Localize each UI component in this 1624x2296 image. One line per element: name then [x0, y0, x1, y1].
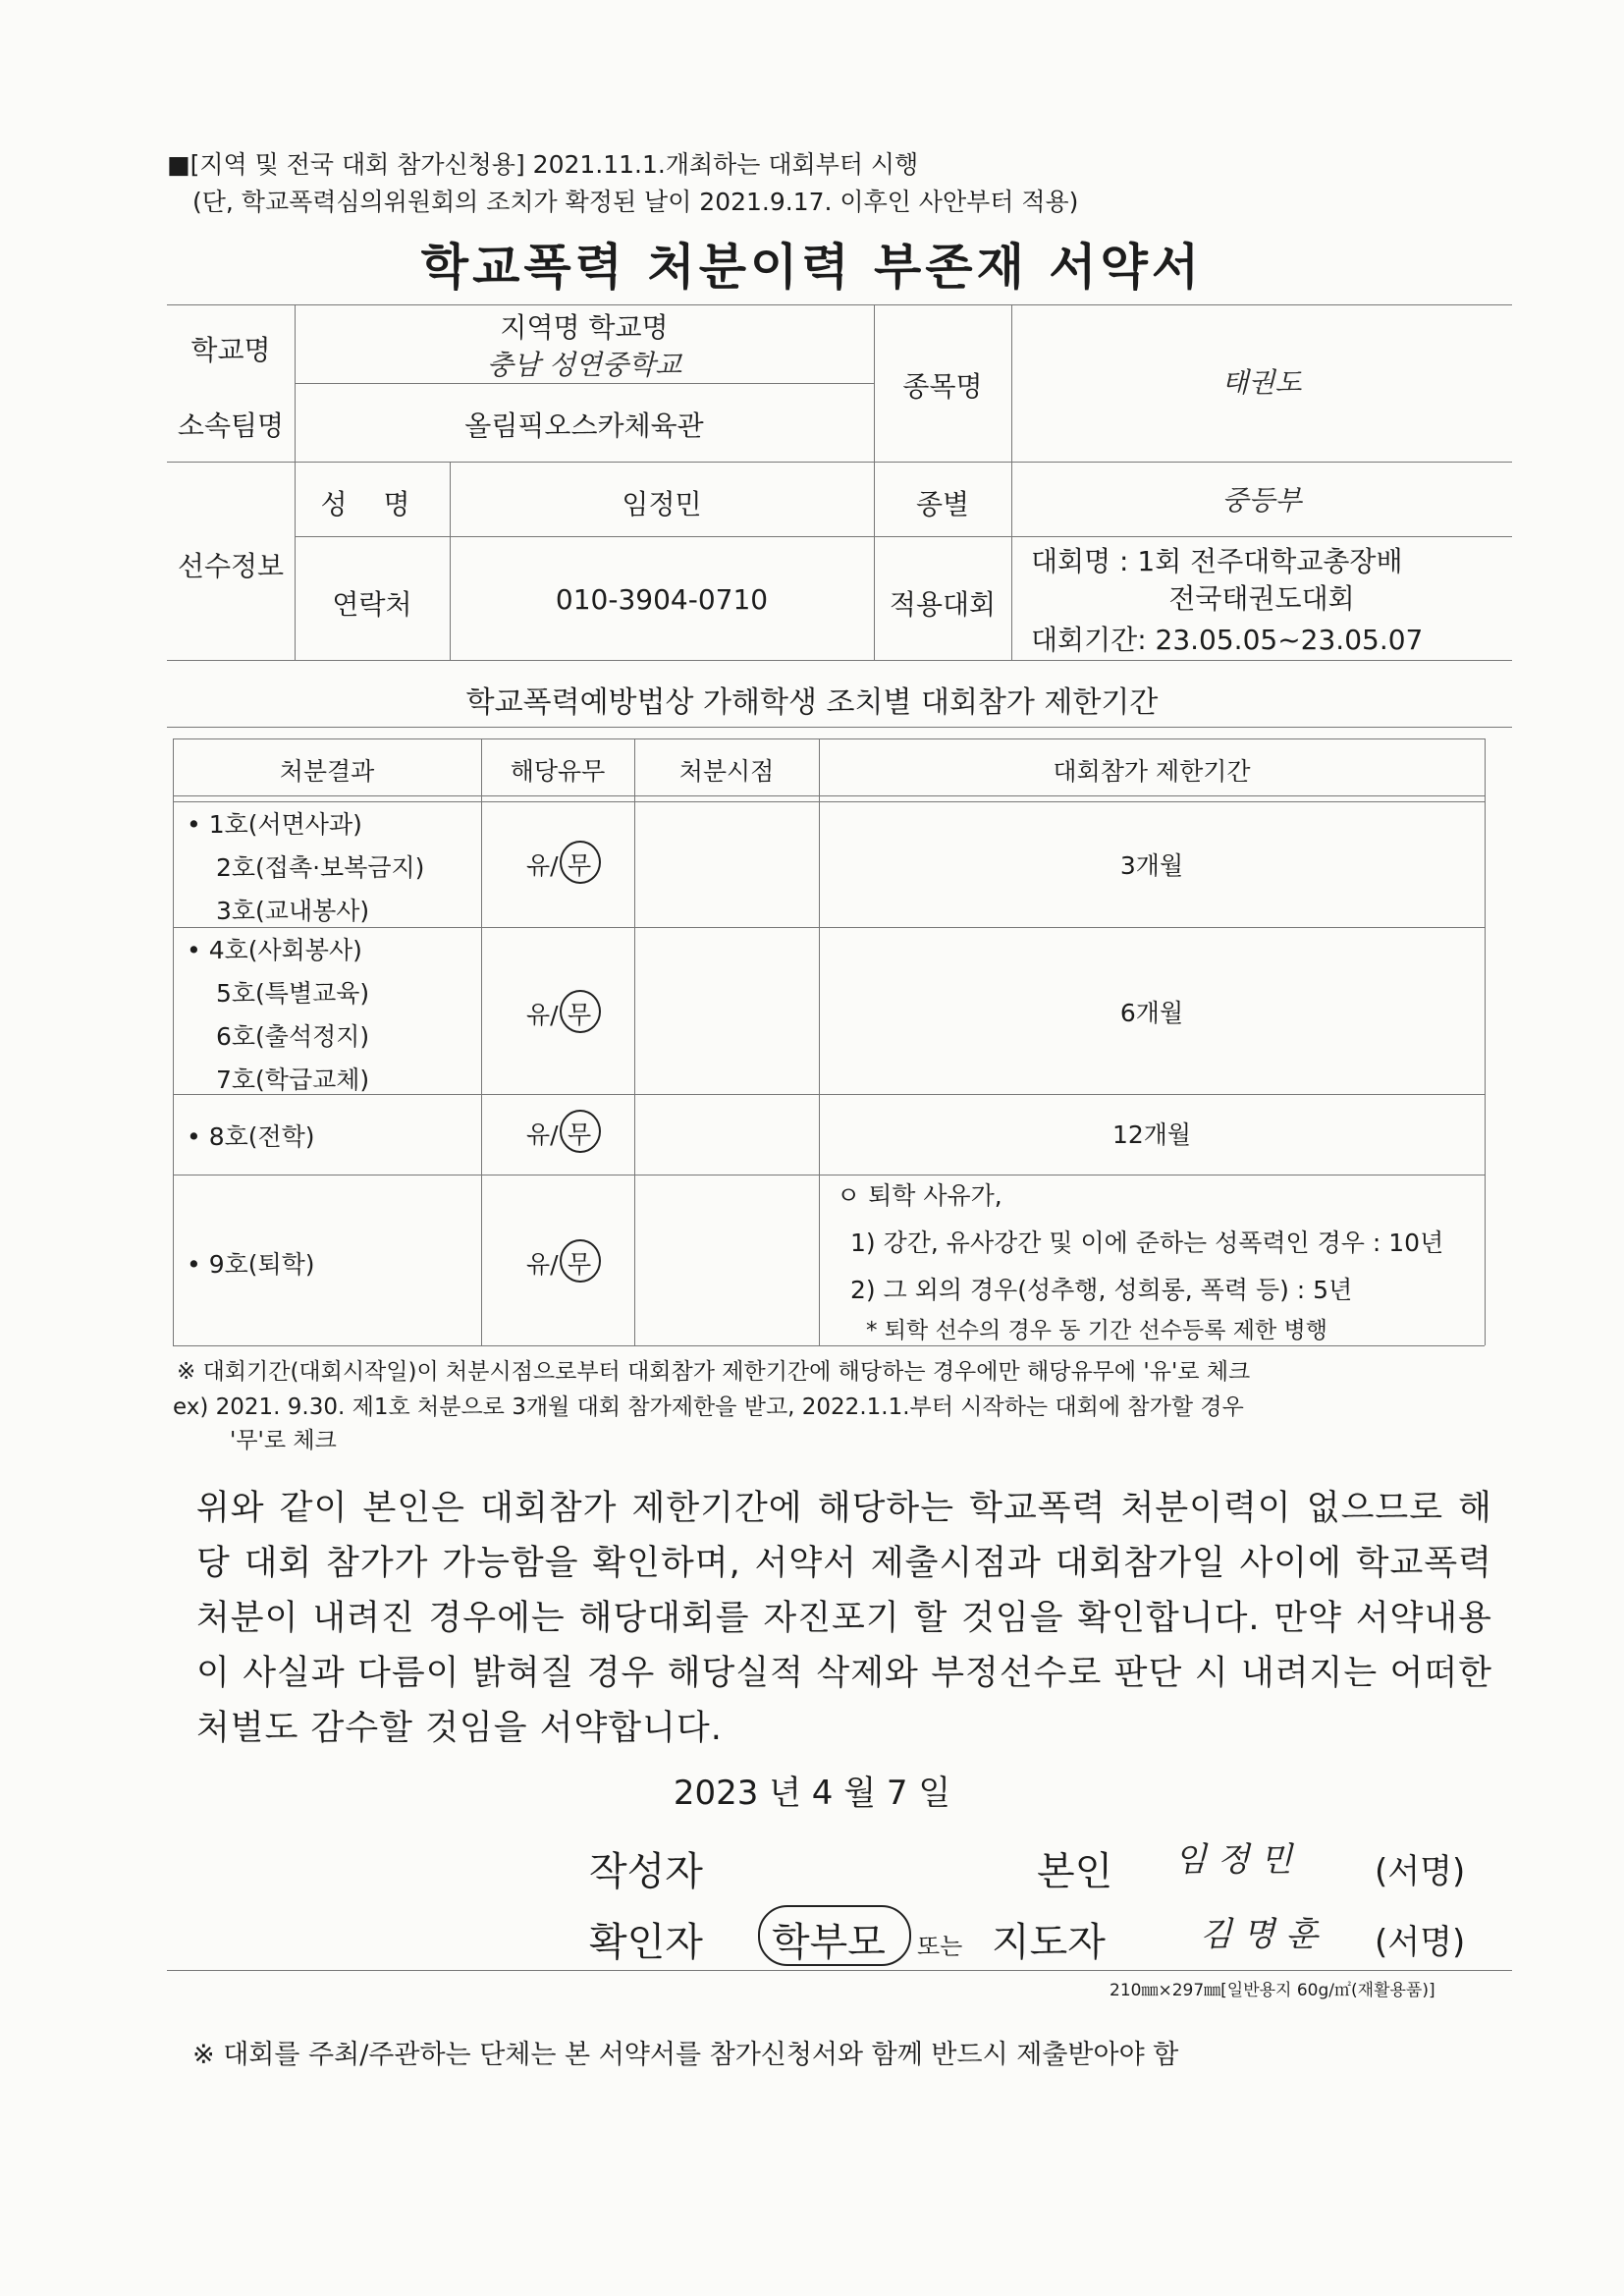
bottom-note: ※ 대회를 주최/주관하는 단체는 본 서약서를 참가신청서와 함께 반드시 제출받아야 함 [192, 2040, 1179, 2070]
team-value: 올림픽오스카체육관 [464, 410, 704, 442]
name-label: 성 명 [320, 488, 424, 520]
row2-item-1: • 4호(사회봉사) [187, 936, 362, 964]
contact-label: 연락처 [332, 588, 412, 621]
paper-spec: 210㎜×297㎜[일반용지 60g/㎡(재활용품)] [1110, 1981, 1435, 2000]
applied-label: 적용대회 [889, 588, 997, 621]
row1-item-2: 2호(접촉·보복금지) [216, 853, 425, 882]
row2-item-4: 7호(학급교체) [216, 1066, 370, 1094]
row2-check-prefix: 유/ [526, 1001, 559, 1029]
check-circle-mark [560, 1239, 601, 1283]
row2-check-circled: 무 [568, 1001, 592, 1029]
or-label: 또는 [917, 1933, 963, 1960]
notice-line-2: (단, 학교폭력심의위원회의 조치가 확정된 날이 2021.9.17. 이후인 사안부터 적용) [192, 188, 1079, 216]
page-title: 학교폭력 처분이력 부존재 서약서 [420, 239, 1204, 296]
row1-item-3: 3호(교내봉사) [216, 897, 370, 925]
row3-item-1: • 8호(전학) [187, 1122, 315, 1151]
row1-check-circled: 무 [568, 851, 592, 880]
footnote-1: ※ 대회기간(대회시작일)이 처분시점으로부터 대회참가 제한기간에 해당하는 경우에만 해당유무에 '유'로 체크 [177, 1359, 1251, 1385]
row4-period-line-4: * 퇴학 선수의 경우 동 기간 선수등록 제한 병행 [866, 1318, 1327, 1343]
parent-label: 학부모 [772, 1920, 886, 1965]
row3-check-circled: 무 [568, 1121, 592, 1149]
restriction-heading: 학교폭력예방법상 가해학생 조치별 대회참가 제한기간 [465, 685, 1159, 720]
sign-mark-1: (서명) [1375, 1852, 1466, 1891]
row2-item-2: 5호(특별교육) [216, 979, 370, 1008]
event-value: 태권도 [1221, 366, 1302, 399]
date: 2023 년 4 월 7 일 [673, 1774, 951, 1813]
row2-item-3: 6호(출석정지) [216, 1022, 370, 1051]
event-label: 종목명 [902, 370, 983, 403]
row4-check-circled: 무 [568, 1250, 592, 1279]
name-value: 임정민 [622, 488, 702, 520]
row2-period: 6개월 [1119, 999, 1184, 1027]
header-period: 대회참가 제한기간 [1053, 757, 1251, 786]
division-label: 종별 [915, 488, 970, 520]
row3-period: 12개월 [1111, 1121, 1192, 1149]
sign-mark-2: (서명) [1375, 1923, 1466, 1962]
writer-label: 작성자 [589, 1849, 703, 1894]
check-circle-mark [560, 1110, 601, 1153]
school-label: 학교명 [190, 334, 271, 366]
competition-period: 대회기간: 23.05.05~23.05.07 [1031, 624, 1424, 656]
contact-value: 010-3904-0710 [555, 583, 769, 616]
competition-name-line-2: 전국태권도대회 [1168, 582, 1355, 615]
division-value: 중등부 [1221, 484, 1302, 517]
row4-item-1: • 9호(퇴학) [187, 1250, 315, 1279]
pledge-text: 위와 같이 본인은 대회참가 제한기간에 해당하는 학교폭력 처분이력이 없으므로 해당 대회 참가가 가능함을 확인하며, 서약서 제출시점과 대회참가일 사이에 학교폭력 처분이 내려진 경우에는 해당대회를 자진포기 할 것임을 확인합니다. 만약 서약내용이 사실과 다름이 밝혀질 경우 해당실적 삭제와 부정선수로 판단 시 내려지는 어떠한 처벌도 감수할 것임을 서약합니다. [196, 1489, 1492, 1748]
check-circle-mark [560, 990, 601, 1033]
self-signature: 임 정 민 [1174, 1840, 1293, 1880]
player-label: 선수정보 [177, 550, 285, 582]
row4-period-line-2: 1) 강간, 유사강간 및 이에 준하는 성폭력인 경우 : 10년 [850, 1229, 1444, 1257]
competition-name-line-1: 대회명 : 1회 전주대학교총장배 [1031, 545, 1403, 577]
notice-line-1: ■[지역 및 전국 대회 참가신청용] 2021.11.1.개최하는 대회부터 시행 [167, 150, 919, 179]
footnote-2: ex) 2021. 9.30. 제1호 처분으로 3개월 대회 참가제한을 받고, 2022.1.1.부터 시작하는 대회에 참가할 경우 [173, 1394, 1244, 1420]
row1-item-1: • 1호(서면사과) [187, 810, 362, 839]
check-circle-mark [560, 841, 601, 884]
confirmer-label: 확인자 [589, 1920, 703, 1965]
coach-signature: 김 명 훈 [1200, 1915, 1319, 1954]
coach-label: 지도자 [992, 1920, 1106, 1965]
school-sub-label: 지역명 학교명 [500, 311, 669, 344]
header-time: 처분시점 [678, 757, 775, 786]
school-value: 충남 성연중학교 [486, 349, 682, 381]
row4-period-line-1: ㅇ 퇴학 사유가, [837, 1181, 1002, 1210]
row1-period: 3개월 [1119, 851, 1184, 880]
footnote-3: '무'로 체크 [230, 1428, 337, 1453]
row3-check-prefix: 유/ [526, 1121, 559, 1149]
self-label: 본인 [1037, 1849, 1113, 1894]
row4-check-prefix: 유/ [526, 1250, 559, 1279]
team-label: 소속팀명 [177, 410, 285, 442]
row4-period-line-3: 2) 그 외의 경우(성추행, 성희롱, 폭력 등) : 5년 [850, 1276, 1353, 1304]
row1-check-prefix: 유/ [526, 851, 559, 880]
header-applicable: 해당유무 [510, 757, 606, 786]
header-result: 처분결과 [279, 757, 375, 786]
